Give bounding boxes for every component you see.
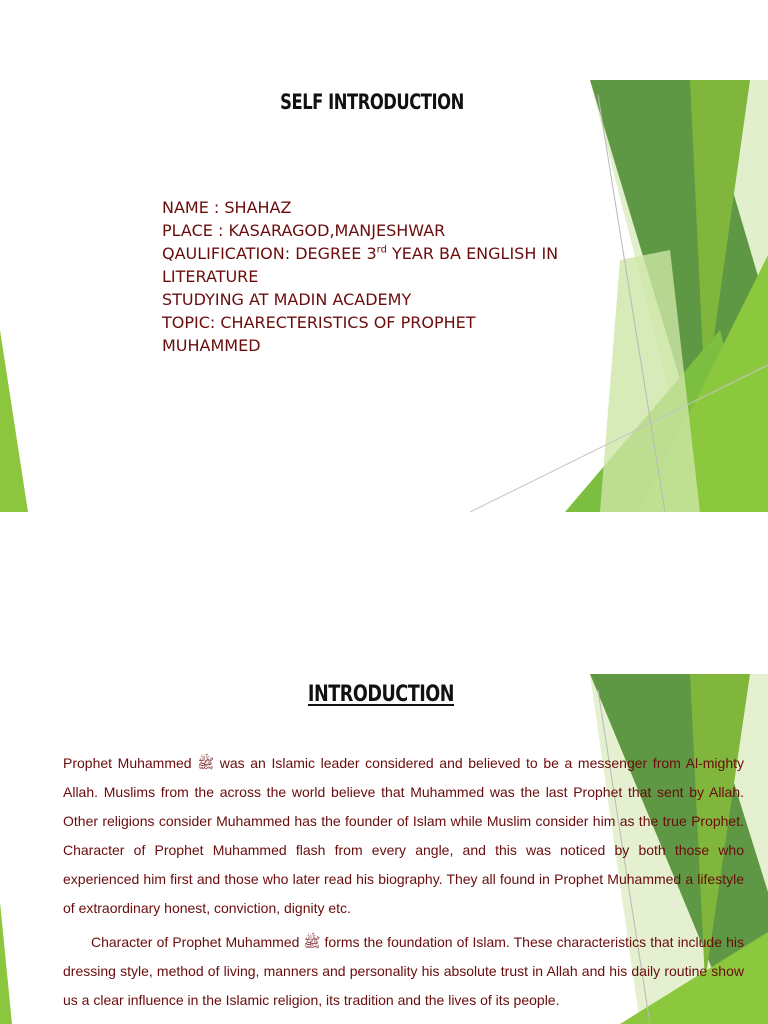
introduction-body [63, 749, 744, 1015]
list-item-studying: STUDYING AT MADIN ACADEMY [162, 290, 412, 309]
left-green-triangle [0, 902, 12, 1024]
list-item-qualification-cont: LITERATURE [162, 267, 259, 286]
list-item-qualification: QAULIFICATION: DEGREE 3rd YEAR BA ENGLISH IN [162, 244, 559, 263]
self-intro-list [162, 196, 622, 357]
slide-introduction [0, 512, 768, 1024]
left-green-triangle [0, 330, 28, 512]
paragraph-1: Prophet Muhammed ﷺ was an Islamic leader considered and believed to be a messenger from Al-mighty Allah. Muslims from the across the world believe that Muhammed was the last Prophet that sent by Allah. Other religions consider Muhammed has the founder of Islam while Muslim consider him as the true Prophet. Character of Prophet Muhammed flash from every angle, and this was noticed by both those who experienced him first and those who later read his biography. They all found in Prophet Muhammed a lifestyle of extraordinary honest, conviction, dignity etc. [63, 755, 745, 916]
paragraph-2: Character of Prophet Muhammed ﷺ forms the foundation of Islam. These characteristics that include his dressing style, method of living, manners and personality his absolute trust in Allah and his daily routine show us a clear influence in the Islamic religion, its tradition and the lives of its people. [63, 934, 745, 1008]
slide-title: SELF INTRODUCTION [280, 90, 464, 114]
list-item-topic: TOPIC: CHARECTERISTICS OF PROPHET [162, 313, 476, 332]
list-item-topic-cont: MUHAMMED [162, 336, 261, 355]
slide-title: INTRODUCTION [307, 682, 455, 707]
list-item-name: NAME : SHAHAZ [162, 198, 292, 217]
list-item-place: PLACE : KASARAGOD,MANJESHWAR [162, 221, 446, 240]
